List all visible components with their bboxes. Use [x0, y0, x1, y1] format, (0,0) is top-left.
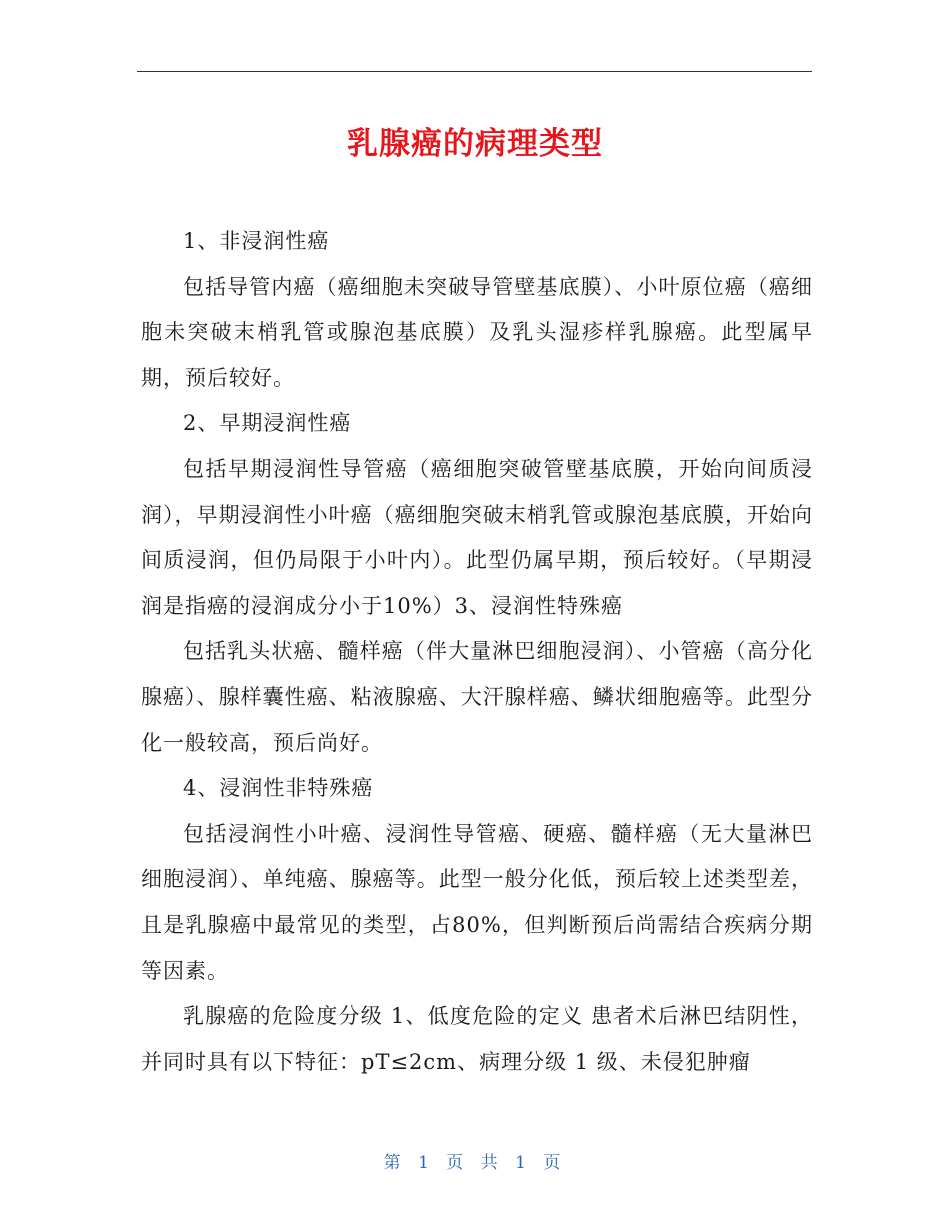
- paragraph-special-invasive: 包括乳头状癌、髓样癌（伴大量淋巴细胞浸润）、小管癌（高分化腺癌）、腺样囊性癌、粘液腺癌、大汗腺样癌、鳞状细胞癌等。此型分化一般较高，预后尚好。: [141, 639, 813, 755]
- paragraph-non-special-invasive: 包括浸润性小叶癌、浸润性导管癌、硬癌、髓样癌（无大量淋巴细胞浸润）、单纯癌、腺癌等。此型一般分化低，预后较上述类型差，且是乳腺癌中最常见的类型，占80%，但判断预后尚需结合疾病分期等因素。: [141, 821, 813, 983]
- heading-early-invasive: 2、早期浸润性癌: [183, 411, 352, 436]
- heading-non-invasive: 1、非浸润性癌: [183, 229, 330, 253]
- paragraph-early-invasive: 包括早期浸润性导管癌（癌细胞突破管壁基底膜，开始向间质浸润），早期浸润性小叶癌（癌细胞突破末梢乳管或腺泡基底膜，开始向间质浸润，但仍局限于小叶内）。此型仍属早期，预后较好。（早期浸润是指癌的浸润成分小于10%）3、浸润性特殊癌: [141, 456, 813, 618]
- heading-non-special-invasive: 4、浸润性非特殊癌: [183, 776, 374, 801]
- paragraph-risk-grading: 乳腺癌的危险度分级 1、低度危险的定义 患者术后淋巴结阴性，并同时具有以下特征：pT≤2cm、病理分级 1 级、未侵犯肿瘤: [141, 1004, 813, 1074]
- page-number: 第 1 页 共 1 页: [383, 1153, 567, 1173]
- paragraph-non-invasive: 包括导管内癌（癌细胞未突破导管壁基底膜）、小叶原位癌（癌细胞未突破末梢乳管或腺泡基底膜）及乳头湿疹样乳腺癌。此型属早期，预后较好。: [141, 274, 813, 390]
- header-rule: [137, 71, 812, 72]
- document-title: 乳腺癌的病理类型: [347, 126, 603, 162]
- document-body: [141, 219, 813, 1085]
